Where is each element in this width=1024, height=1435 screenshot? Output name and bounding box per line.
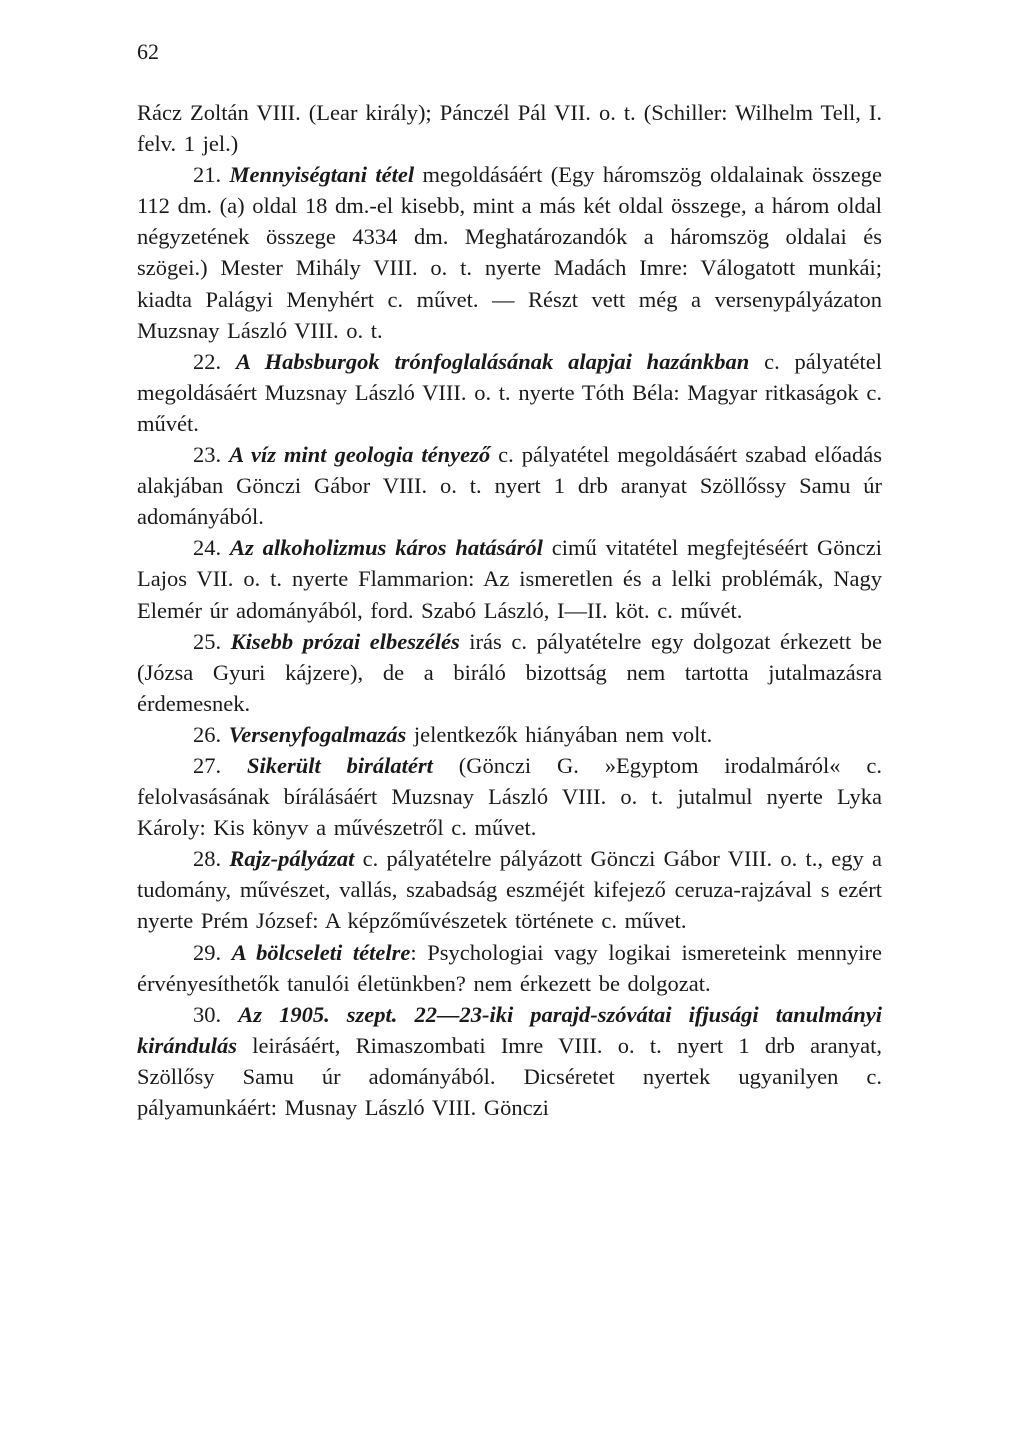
entry-number: 27.: [193, 752, 222, 778]
entry-22: [137, 346, 882, 439]
entry-text: c. pályatételre pályázott Gönczi Gábor VIII. o. t., egy a tudomány, művészet, vallás, szabadság eszméjét kifejező ceruza-rajzával s ezért nyerte Prém József: A képzőművészetek története c. művet.: [137, 846, 882, 934]
entry-23: [137, 439, 882, 532]
entry-26: [137, 719, 882, 750]
entry-title: Versenyfogalmazás: [228, 721, 407, 747]
entry-24: [137, 532, 882, 625]
entry-title: A Habsburgok trónfoglalásának alapjai hazánkban: [235, 348, 750, 374]
page-body: [137, 97, 882, 1123]
entry-27: [137, 750, 882, 843]
entry-number: 21.: [193, 162, 222, 188]
page-number: 62: [137, 39, 159, 64]
entry-text: c. pályatétel megoldásáért szabad előadás alakjában Gönczi Gábor VIII. o. t. nyert 1 drb aranyat Szöllőssy Samu úr adományából.: [137, 442, 882, 530]
entry-text: irás c. pályatételre egy dolgozat érkezett be (Józsa Gyuri kájzere), de a biráló bizottság nem tartotta jutalmazásra érdemesnek.: [137, 628, 882, 716]
entry-number: 25.: [193, 628, 222, 654]
entry-number: 23.: [193, 442, 222, 468]
entry-30: [137, 999, 882, 1123]
entry-text: megoldásáért (Egy háromszög oldalainak összege 112 dm. (a) oldal 18 dm.-el kisebb, mint a más két oldal összege, a három oldal négyzetének összege 4334 dm. Meghatározandók a háromszög oldalai és szögei.) Mester Mihály VIII. o. t. nyerte Madách Imre: Válogatott munkái; kiadta Palágyi Menyhért c. művet. — Részt vett még a versenypályázaton Muzsnay László VIII. o. t.: [137, 162, 883, 343]
entry-title: Kisebb prózai elbeszélés: [230, 628, 460, 654]
entry-number: 29.: [193, 939, 222, 965]
entry-28: [137, 843, 882, 936]
entry-text: cimű vitatétel megfejtéséért Gönczi Lajos VII. o. t. nyerte Flammarion: Az ismeretlen és a lelki problémák, Nagy Elemér úr adományából, ford. Szabó László, I—II. köt. c. művét.: [137, 535, 882, 623]
entry-text: (Gönczi G. »Egyptom irodalmáról« c. felolvasásának bírálásáért Muzsnay László VIII. o. t. jutalmul nyerte Lyka Károly: Kis könyv a művészetről c. művet.: [137, 752, 883, 841]
entry-title: A bölcseleti tételre: [231, 939, 411, 965]
entry-title: Az alkoholizmus káros hatásáról: [230, 535, 543, 561]
entry-25: [137, 626, 882, 719]
entry-number: 30.: [193, 1001, 222, 1027]
entry-title: Az 1905. szept. 22—23-iki parajd-szóvátai ifjusági tanulmányi kirándulás: [137, 1001, 883, 1058]
entry-number: 26.: [193, 721, 222, 747]
entry-title: Mennyiségtani tétel: [229, 162, 415, 188]
entry-text: : Psychologiai vagy logikai ismereteink mennyire érvényesíthetők tanulói életünkben? nem érkezett be dolgozat.: [137, 939, 882, 996]
entry-number: 22.: [193, 348, 222, 374]
intro-paragraph: Rácz Zoltán VIII. (Lear király); Pánczél Pál VII. o. t. (Schiller: Wilhelm Tell, I. felv. 1 jel.): [137, 100, 882, 157]
entry-title: Sikerült birálatért: [246, 752, 433, 778]
entry-21: [137, 159, 882, 346]
entry-number: 28.: [193, 846, 222, 872]
entry-number: 24.: [193, 535, 222, 561]
entry-text: c. pályatétel megoldásáért Muzsnay László VIII. o. t. nyerte Tóth Béla: Magyar ritkaságok c. művét.: [137, 348, 882, 436]
entry-title: A víz mint geologia tényező: [229, 442, 491, 468]
entry-title: Rajz-pályázat: [229, 846, 355, 872]
entry-text: jelentkezők hiányában nem volt.: [406, 721, 713, 747]
entry-29: [137, 937, 882, 999]
entry-text: leirásáért, Rimaszombati Imre VIII. o. t. nyert 1 drb aranyat, Szöllősy Samu úr adományából. Dicséretet nyertek ugyanilyen c. pályamunkáért: Musnay László VIII. Gönczi: [137, 1032, 882, 1120]
